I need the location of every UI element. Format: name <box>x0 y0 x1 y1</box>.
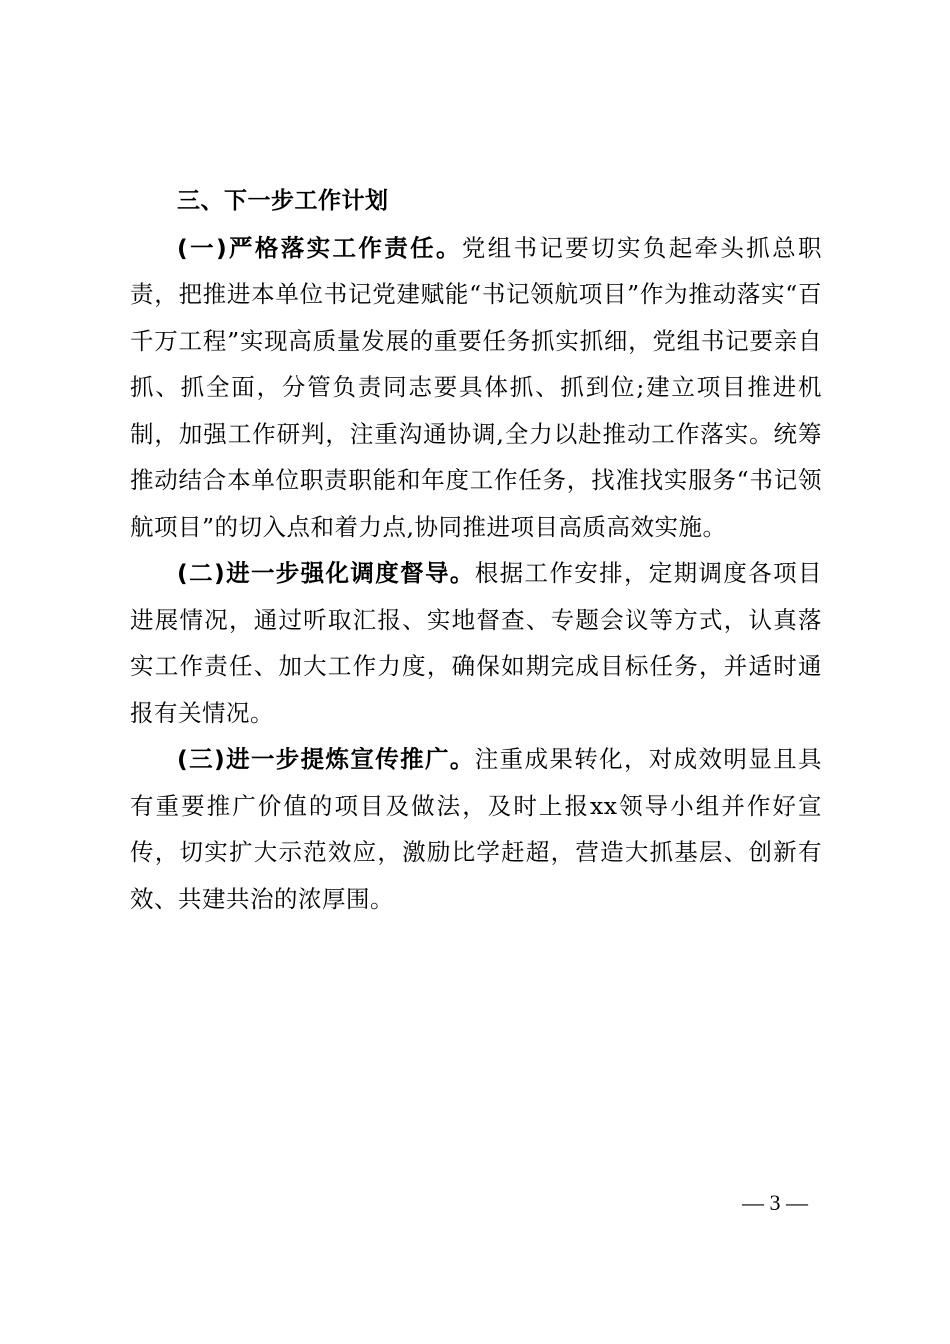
paragraph-body: 党组书记要切实负起牵头抓总职责，把推进本单位书记党建赋能“书记领航项目”作为推动落实“百千万工程”实现高质量发展的重要任务抓实抓细，党组书记要亲自抓、抓全面，分管负责同志要具体抓、抓到位;建立项目推进机制，加强工作研判，注重沟通协调,全力以赴推动工作落实。统筹推动结合本单位职责职能和年度工作任务，找准找实服务“书记领航项目”的切入点和着力点,协同推进项目高质高效实施。 <box>130 233 823 541</box>
paragraph-body: 根据工作安排，定期调度各项目进展情况，通过听取汇报、实地督查、专题会议等方式，认真落实工作责任、加大工作力度，确保如期完成目标任务，并适时通报有关情况。 <box>130 559 823 727</box>
paragraph-lead: (一)严格落实工作责任。 <box>177 233 462 262</box>
paragraph-supervision <box>130 550 822 736</box>
page-number: — 3 — <box>742 1190 808 1215</box>
page-content <box>130 178 822 922</box>
paragraph-responsibility <box>130 225 822 551</box>
section-heading: 三、下一步工作计划 <box>177 188 389 214</box>
paragraph-lead: (三)进一步提炼宣传推广。 <box>177 745 475 773</box>
paragraph-lead: (二)进一步强化调度督导。 <box>177 559 475 587</box>
paragraph-promotion <box>130 736 822 922</box>
paragraph-body: 注重成果转化，对成效明显且具有重要推广价值的项目及做法，及时上报xx领导小组并作好宣传，切实扩大示范效应，激励比学赶超，营造大抓基层、创新有效、共建共治的浓厚围。 <box>130 745 823 913</box>
